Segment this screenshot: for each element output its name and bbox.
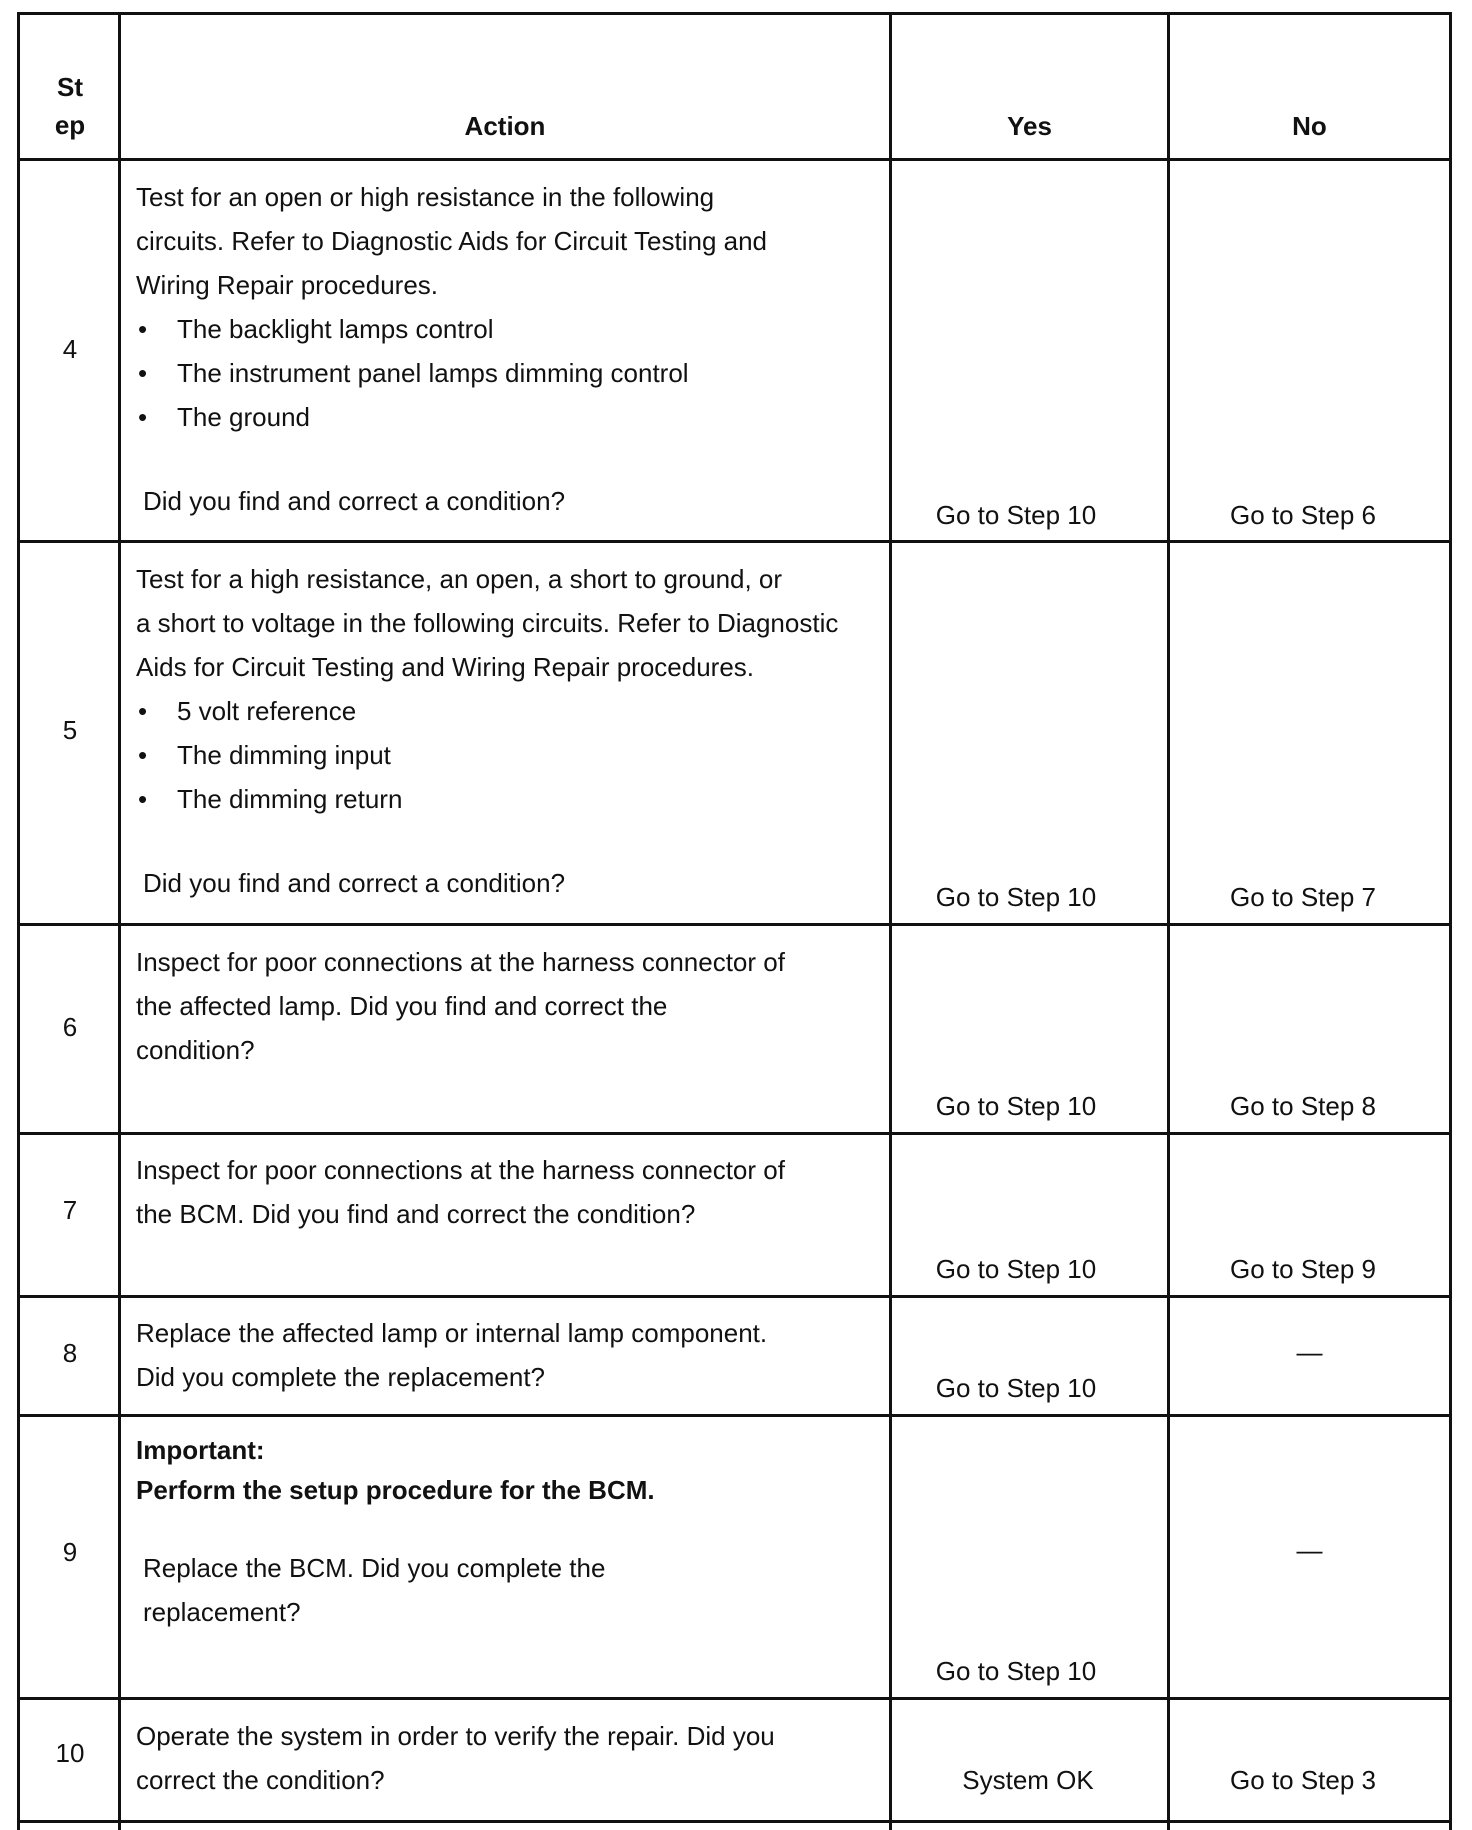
row-8-action <box>136 1311 767 1399</box>
action-text-line: Inspect for poor connections at the harness connector of <box>136 947 785 977</box>
action-text-line: the affected lamp. Did you find and correct the <box>136 991 668 1021</box>
action-question: Did you find and correct a condition? <box>143 868 566 898</box>
header-step-line1: St <box>57 72 83 102</box>
row-10-no: Go to Step 3 <box>1230 1765 1376 1795</box>
bullet-item: • The dimming return <box>136 777 838 821</box>
important-label: Important: <box>136 1435 265 1465</box>
action-text-line: Did you complete the replacement? <box>136 1362 546 1392</box>
table-border-top <box>17 12 1452 15</box>
action-text-line: circuits. Refer to Diagnostic Aids for Circuit Testing and <box>136 226 768 256</box>
row-9-no: — <box>1296 1535 1323 1565</box>
row-10-action <box>136 1714 775 1802</box>
row-divider <box>17 1820 1452 1823</box>
row-divider <box>17 158 1452 161</box>
bullet-item: • 5 volt reference <box>136 689 838 733</box>
row-4-action <box>136 175 767 523</box>
row-5-yes: Go to Step 10 <box>935 882 1097 912</box>
important-note: Perform the setup procedure for the BCM. <box>136 1475 655 1505</box>
action-text-line: Test for a high resistance, an open, a short to ground, or <box>136 564 783 594</box>
action-text-line: correct the condition? <box>136 1765 385 1795</box>
row-divider <box>17 1132 1452 1135</box>
column-divider <box>889 12 892 1830</box>
header-yes: Yes <box>1007 111 1052 141</box>
row-7-no: Go to Step 9 <box>1230 1254 1376 1284</box>
row-6-yes: Go to Step 10 <box>935 1091 1097 1121</box>
row-5-no: Go to Step 7 <box>1230 882 1376 912</box>
header-step <box>20 68 120 144</box>
row-4-step: 4 <box>62 334 78 364</box>
action-text-line: Wiring Repair procedures. <box>136 270 439 300</box>
action-text-line: Test for an open or high resistance in the following <box>136 182 715 212</box>
action-question: Did you find and correct a condition? <box>143 486 566 516</box>
row-4-yes: Go to Step 10 <box>935 500 1097 530</box>
row-6-action <box>136 940 785 1072</box>
row-divider <box>17 923 1452 926</box>
action-text-line: Replace the BCM. Did you complete the <box>143 1553 606 1583</box>
row-divider <box>17 1295 1452 1298</box>
row-8-step: 8 <box>62 1338 78 1368</box>
bullet-item: • The backlight lamps control <box>136 307 767 351</box>
action-text-line: replacement? <box>143 1597 301 1627</box>
action-text-line: Inspect for poor connections at the harness connector of <box>136 1155 785 1185</box>
row-8-no: — <box>1296 1337 1323 1367</box>
row-divider <box>17 1697 1452 1700</box>
row-5-action <box>136 557 838 905</box>
row-6-no: Go to Step 8 <box>1230 1091 1376 1121</box>
row-divider <box>17 1414 1452 1417</box>
action-text-line: Aids for Circuit Testing and Wiring Repair procedures. <box>136 652 755 682</box>
row-5-step: 5 <box>62 715 78 745</box>
row-7-action <box>136 1148 785 1236</box>
row-4-no: Go to Step 6 <box>1230 500 1376 530</box>
bullet-item: • The instrument panel lamps dimming control <box>136 351 767 395</box>
row-9-action <box>136 1430 655 1634</box>
header-step-line2: ep <box>54 110 86 140</box>
action-text-line: Operate the system in order to verify the repair. Did you <box>136 1721 775 1751</box>
row-7-step: 7 <box>62 1195 78 1225</box>
row-6-step: 6 <box>62 1012 78 1042</box>
row-9-step: 9 <box>62 1537 78 1567</box>
header-no: No <box>1292 111 1327 141</box>
header-action: Action <box>464 111 546 141</box>
row-10-step: 10 <box>55 1738 85 1768</box>
row-10-yes: System OK <box>962 1765 1094 1795</box>
row-9-yes: Go to Step 10 <box>935 1656 1097 1686</box>
action-text-line: Replace the affected lamp or internal lamp component. <box>136 1318 768 1348</box>
action-text-line: a short to voltage in the following circuits. Refer to Diagnostic <box>136 608 839 638</box>
row-divider <box>17 540 1452 543</box>
row-7-yes: Go to Step 10 <box>935 1254 1097 1284</box>
row-8-yes: Go to Step 10 <box>935 1373 1097 1403</box>
action-text-line: the BCM. Did you find and correct the condition? <box>136 1199 696 1229</box>
bullet-item: • The dimming input <box>136 733 838 777</box>
column-divider <box>1449 12 1452 1830</box>
diagnostic-table <box>17 12 1452 1830</box>
bullet-item: • The ground <box>136 395 767 439</box>
action-text-line: condition? <box>136 1035 255 1065</box>
